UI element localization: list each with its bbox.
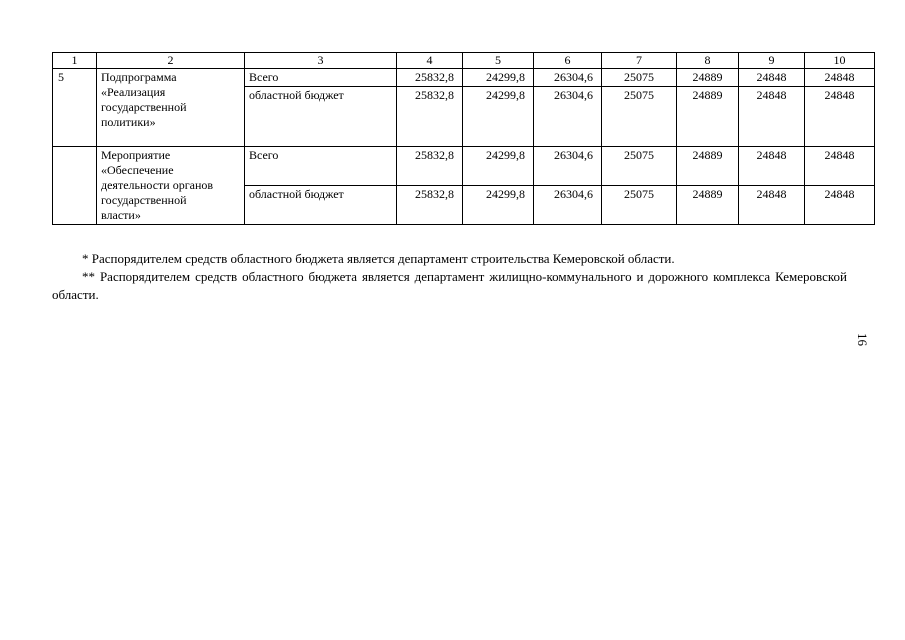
row-name-line: Подпрограмма bbox=[101, 70, 177, 84]
column-header: 1 bbox=[53, 53, 97, 69]
value-cell: 24889 bbox=[677, 69, 739, 87]
column-header: 2 bbox=[97, 53, 245, 69]
row-name-line: деятельности органов bbox=[101, 178, 214, 192]
column-header: 9 bbox=[739, 53, 805, 69]
table-row bbox=[53, 69, 875, 87]
row-name bbox=[97, 147, 245, 225]
value-cell: 26304,6 bbox=[534, 147, 602, 186]
value-cell: 24848 bbox=[805, 69, 875, 87]
value-cell: 24889 bbox=[677, 147, 739, 186]
value-cell: 24848 bbox=[805, 186, 875, 225]
footnotes bbox=[52, 250, 847, 304]
row-name-line: «Обеспечение bbox=[101, 163, 174, 177]
row-number: 5 bbox=[53, 69, 97, 147]
value-cell: 25075 bbox=[602, 69, 677, 87]
column-header: 8 bbox=[677, 53, 739, 69]
value-cell: 24848 bbox=[805, 147, 875, 186]
value-cell: 25832,8 bbox=[397, 69, 463, 87]
row-name-line: «Реализация bbox=[101, 85, 166, 99]
row-number bbox=[53, 147, 97, 225]
column-header: 4 bbox=[397, 53, 463, 69]
value-cell: 25832,8 bbox=[397, 186, 463, 225]
column-header: 10 bbox=[805, 53, 875, 69]
row-name-line: государственной bbox=[101, 100, 187, 114]
row-name-line: Мероприятие bbox=[101, 148, 171, 162]
row-name-line: политики» bbox=[101, 115, 156, 129]
value-cell: 24848 bbox=[805, 87, 875, 147]
row-name-line: власти» bbox=[101, 208, 141, 222]
value-cell: 24299,8 bbox=[463, 147, 534, 186]
column-header: 5 bbox=[463, 53, 534, 69]
value-cell: 25832,8 bbox=[397, 147, 463, 186]
value-cell: 24889 bbox=[677, 87, 739, 147]
table-header-row bbox=[53, 53, 875, 69]
footnote: * Распорядителем средств областного бюджета является департамент строительства Кемеровской области. bbox=[82, 251, 675, 266]
value-cell: 24848 bbox=[739, 147, 805, 186]
funding-source: областной бюджет bbox=[245, 186, 397, 225]
value-cell: 24848 bbox=[739, 87, 805, 147]
value-cell: 26304,6 bbox=[534, 69, 602, 87]
value-cell: 26304,6 bbox=[534, 87, 602, 147]
value-cell: 24299,8 bbox=[463, 186, 534, 225]
column-header: 7 bbox=[602, 53, 677, 69]
footnote: ** Распорядителем средств областного бюджета является департамент жилищно-коммунального и дорожного комплекса Кемеровской области. bbox=[52, 269, 847, 302]
table-row bbox=[53, 147, 875, 186]
funding-source: Всего bbox=[245, 147, 397, 186]
funding-source: областной бюджет bbox=[245, 87, 397, 147]
column-header: 3 bbox=[245, 53, 397, 69]
value-cell: 25075 bbox=[602, 147, 677, 186]
value-cell: 24889 bbox=[677, 186, 739, 225]
value-cell: 24299,8 bbox=[463, 87, 534, 147]
page-number: 16 bbox=[855, 333, 870, 346]
budget-table bbox=[52, 52, 875, 225]
value-cell: 25075 bbox=[602, 186, 677, 225]
value-cell: 25832,8 bbox=[397, 87, 463, 147]
value-cell: 25075 bbox=[602, 87, 677, 147]
row-name-line: государственной bbox=[101, 193, 187, 207]
value-cell: 24848 bbox=[739, 69, 805, 87]
column-header: 6 bbox=[534, 53, 602, 69]
row-name bbox=[97, 69, 245, 147]
value-cell: 24299,8 bbox=[463, 69, 534, 87]
value-cell: 26304,6 bbox=[534, 186, 602, 225]
value-cell: 24848 bbox=[739, 186, 805, 225]
funding-source: Всего bbox=[245, 69, 397, 87]
